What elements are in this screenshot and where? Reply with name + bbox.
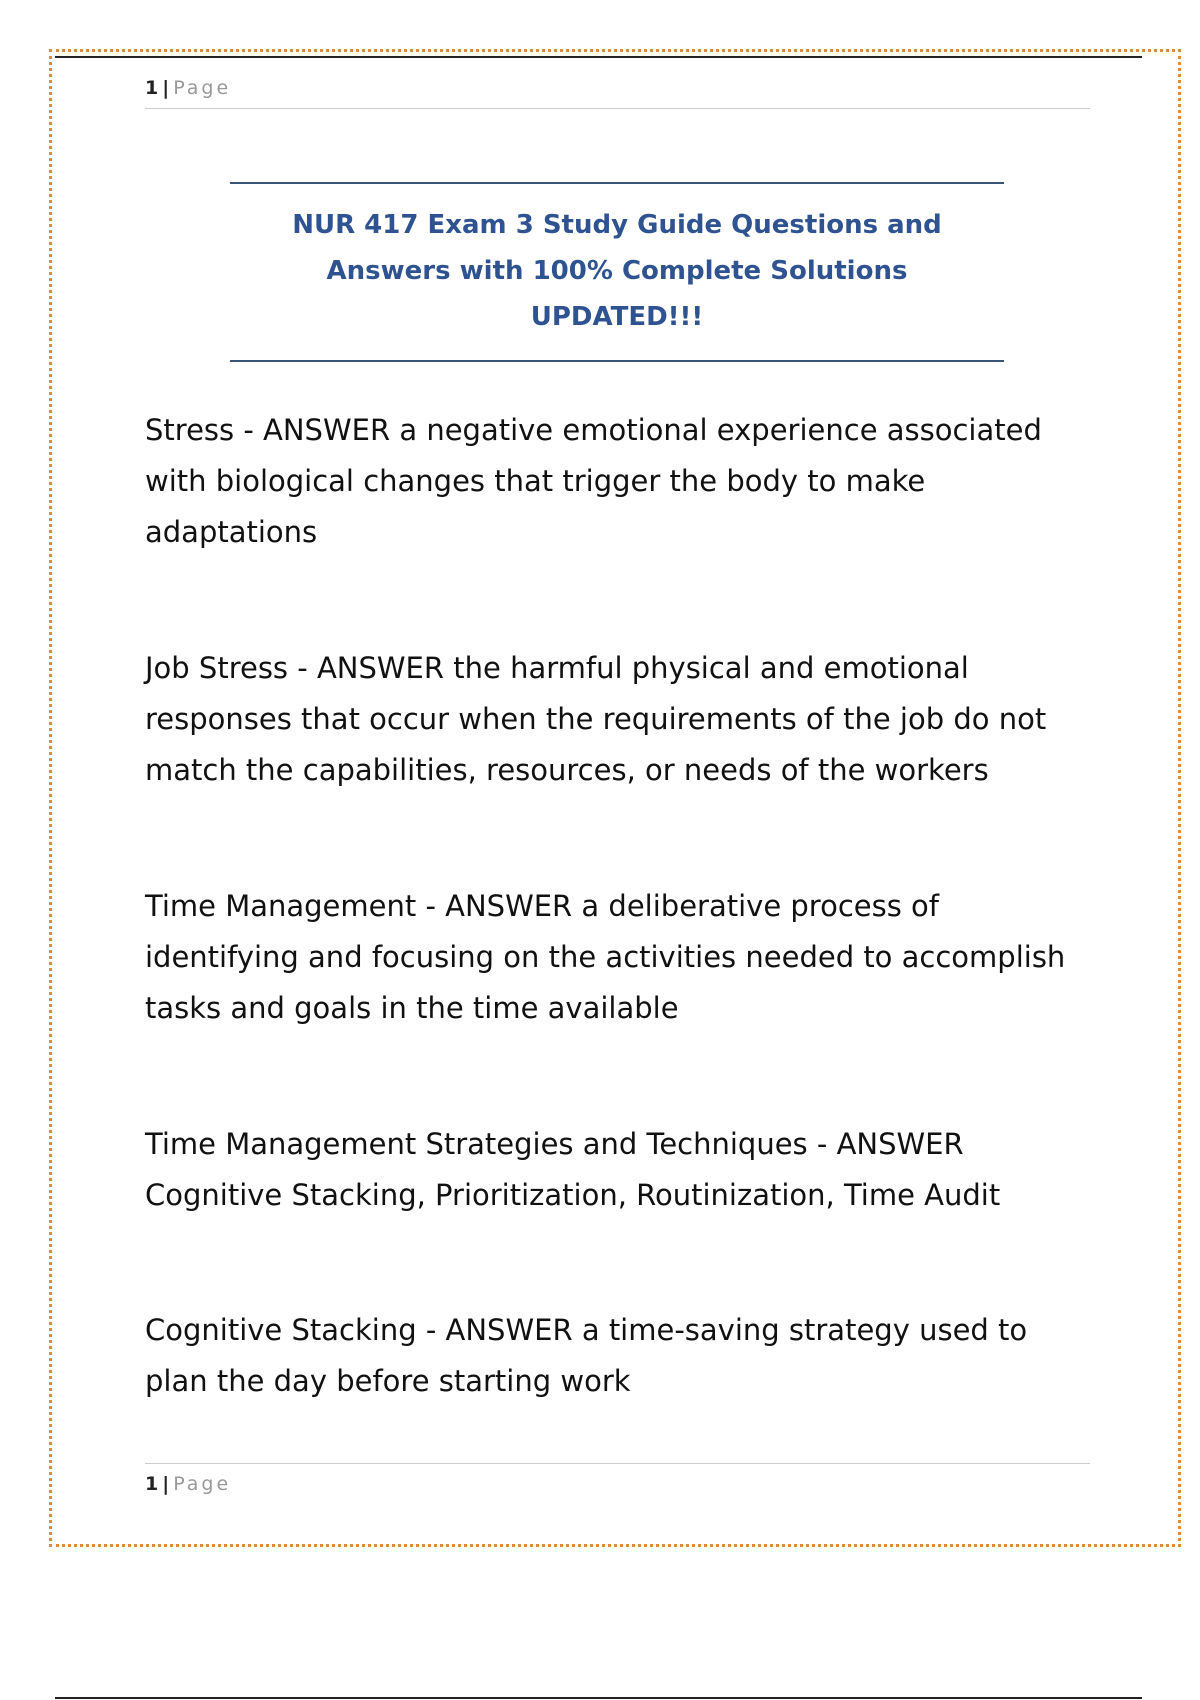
header-page-number: 1	[145, 77, 159, 99]
qa-item-stress: Stress - ANSWER a negative emotional experience associated with biological changes that trigger the body to make adaptations	[145, 413, 1042, 549]
page-header	[145, 76, 1090, 109]
qa-item-time-management: Time Management - ANSWER a deliberative process of identifying and focusing on the activities needed to accomplish tasks and goals in the time available	[145, 889, 1066, 1025]
footer-page-number: 1	[145, 1473, 159, 1495]
qa-item-time-management-strategies: Time Management Strategies and Techniques - ANSWER Cognitive Stacking, Prioritization, Routinization, Time Audit	[145, 1127, 1001, 1212]
page-footer	[145, 1463, 1090, 1496]
header-page-word: Page	[173, 77, 232, 99]
qa-item-cognitive-stacking: Cognitive Stacking - ANSWER a time-saving strategy used to plan the day before starting work	[145, 1313, 1028, 1398]
top-rule	[55, 56, 1142, 58]
footer-separator: |	[162, 1473, 170, 1495]
bottom-rule	[55, 1697, 1142, 1699]
header-separator: |	[162, 77, 170, 99]
qa-item-job-stress: Job Stress - ANSWER the harmful physical and emotional responses that occur when the requirements of the job do not match the capabilities, resources, or needs of the workers	[145, 651, 1047, 787]
document-title: NUR 417 Exam 3 Study Guide Questions and Answers with 100% Complete Solutions UPDATED!!!	[292, 210, 942, 332]
footer-page-word: Page	[173, 1473, 232, 1495]
title-block	[230, 182, 1004, 362]
